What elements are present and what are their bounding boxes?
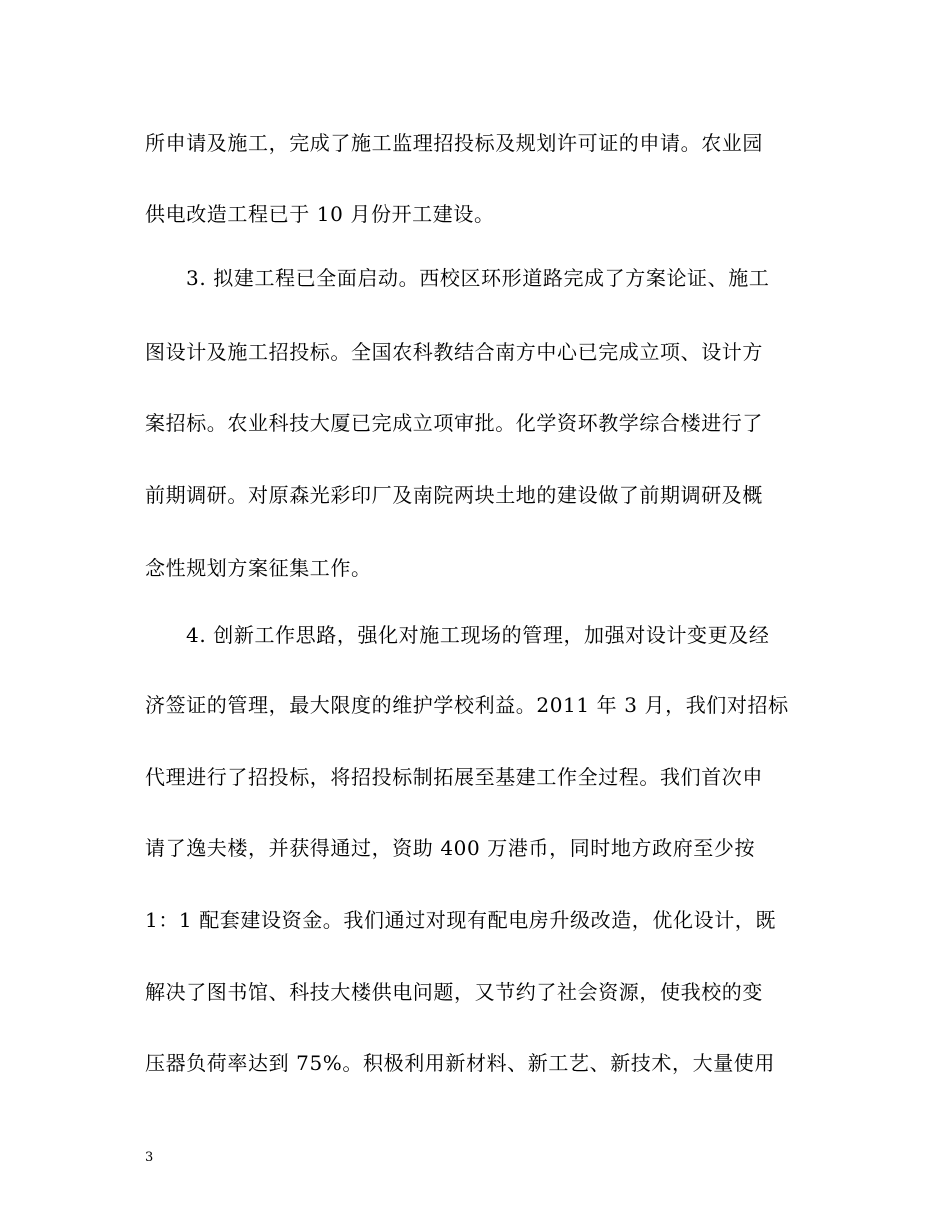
text-line: 压器负荷率达到 75%。积极利用新材料、新工艺、新技术，大量使用 [145,1051,776,1075]
text-line: 图设计及施工招投标。全国农科教结合南方中心已完成立项、设计方 [145,340,763,364]
text-line: 请了逸夫楼，并获得通过，资助 400 万港币，同时地方政府至少按 [145,836,756,860]
text-line: 念性规划方案征集工作。 [145,556,372,580]
text-line: 所申请及施工，完成了施工监理招投标及规划许可证的申请。农业园 [145,131,763,155]
text-line: 4. 创新工作思路，强化对施工现场的管理，加强对设计变更及经 [186,623,770,647]
text-line: 供电改造工程已于 10 月份开工建设。 [145,202,495,226]
text-line: 代理进行了招投标，将招投标制拓展至基建工作全过程。我们首次申 [145,765,763,789]
text-line: 案招标。农业科技大厦已完成立项审批。化学资环教学综合楼进行了 [145,411,763,435]
text-line: 解决了图书馆、科技大楼供电问题，又节约了社会资源，使我校的变 [145,980,763,1004]
page-number: 3 [145,1150,154,1165]
text-line: 济签证的管理，最大限度的维护学校利益。2011 年 3 月，我们对招标 [145,693,789,717]
text-line: 1：1 配套建设资金。我们通过对现有配电房升级改造，优化设计，既 [145,908,777,932]
text-line: 3. 拟建工程已全面启动。西校区环形道路完成了方案论证、施工 [186,266,770,290]
text-line: 前期调研。对原森光彩印厂及南院两块土地的建设做了前期调研及概 [145,483,763,507]
